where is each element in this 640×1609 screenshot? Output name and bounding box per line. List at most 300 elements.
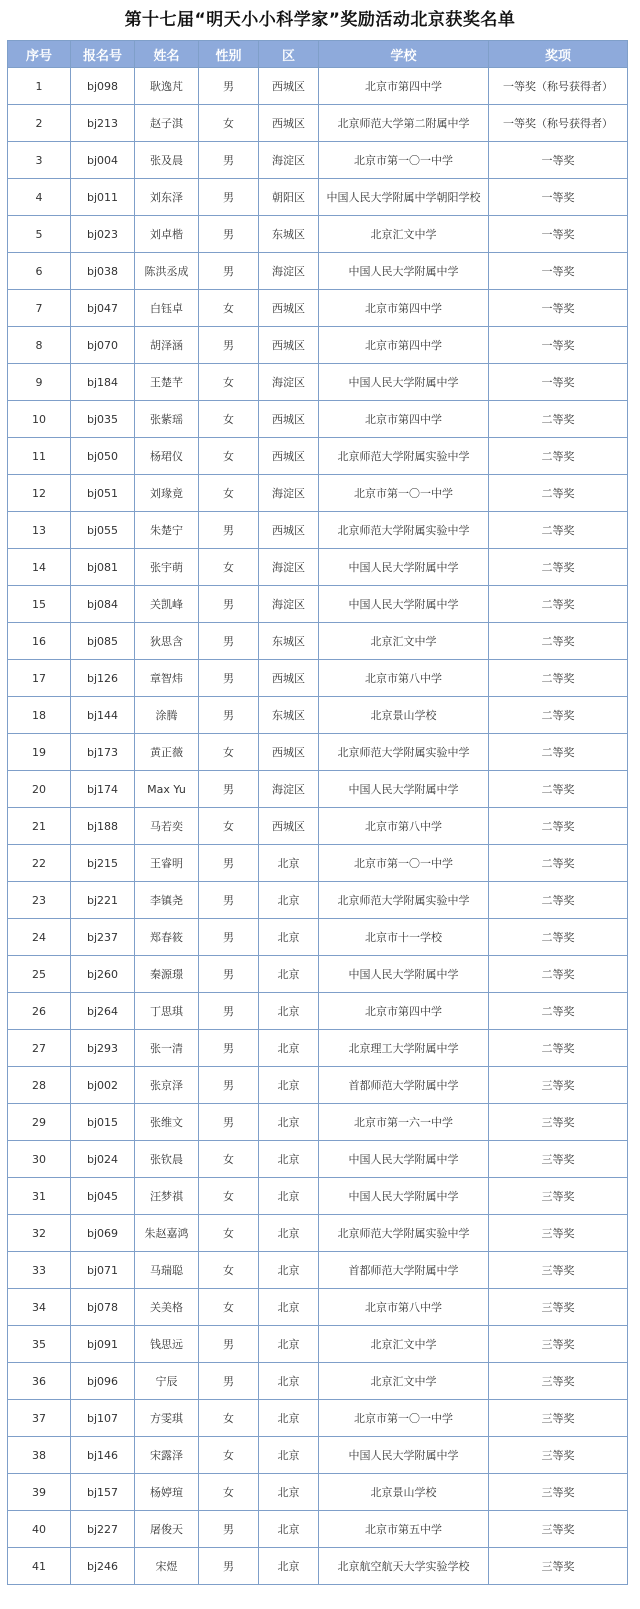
cell-school: 北京师范大学附属实验中学 [319, 512, 489, 549]
table-row [8, 290, 628, 327]
cell-index: 39 [8, 1474, 71, 1511]
cell-district: 海淀区 [259, 364, 319, 401]
cell-school: 北京汇文中学 [319, 1363, 489, 1400]
table-row [8, 438, 628, 475]
header-school: 学校 [319, 41, 489, 68]
cell-registration-no: bj091 [71, 1326, 135, 1363]
header-index: 序号 [8, 41, 71, 68]
cell-registration-no: bj045 [71, 1178, 135, 1215]
cell-award: 一等奖（称号获得者） [489, 68, 628, 105]
cell-district: 西城区 [259, 105, 319, 142]
cell-gender: 男 [199, 882, 259, 919]
cell-index: 38 [8, 1437, 71, 1474]
cell-name: 张紫瑶 [135, 401, 199, 438]
header-district: 区 [259, 41, 319, 68]
cell-registration-no: bj184 [71, 364, 135, 401]
cell-gender: 男 [199, 697, 259, 734]
cell-gender: 男 [199, 1326, 259, 1363]
cell-index: 10 [8, 401, 71, 438]
cell-award: 一等奖 [489, 142, 628, 179]
cell-name: 刘东泽 [135, 179, 199, 216]
cell-registration-no: bj002 [71, 1067, 135, 1104]
cell-index: 2 [8, 105, 71, 142]
cell-award: 二等奖 [489, 808, 628, 845]
cell-gender: 男 [199, 216, 259, 253]
cell-award: 三等奖 [489, 1437, 628, 1474]
cell-name: 张宇萌 [135, 549, 199, 586]
cell-index: 22 [8, 845, 71, 882]
cell-district: 西城区 [259, 734, 319, 771]
cell-gender: 男 [199, 623, 259, 660]
cell-index: 30 [8, 1141, 71, 1178]
cell-name: 方雯琪 [135, 1400, 199, 1437]
cell-gender: 男 [199, 327, 259, 364]
cell-district: 朝阳区 [259, 179, 319, 216]
cell-school: 北京市第四中学 [319, 993, 489, 1030]
cell-name: 黄正薇 [135, 734, 199, 771]
cell-award: 三等奖 [489, 1252, 628, 1289]
cell-school: 北京市第一六一中学 [319, 1104, 489, 1141]
cell-school: 北京市第五中学 [319, 1511, 489, 1548]
cell-gender: 男 [199, 919, 259, 956]
cell-index: 12 [8, 475, 71, 512]
cell-district: 北京 [259, 1474, 319, 1511]
cell-name: 马若奕 [135, 808, 199, 845]
header-registration-no: 报名号 [71, 41, 135, 68]
cell-index: 17 [8, 660, 71, 697]
cell-award: 三等奖 [489, 1104, 628, 1141]
cell-registration-no: bj050 [71, 438, 135, 475]
cell-gender: 男 [199, 771, 259, 808]
cell-district: 北京 [259, 1067, 319, 1104]
cell-school: 北京市第八中学 [319, 1289, 489, 1326]
header-gender: 性别 [199, 41, 259, 68]
table-body [8, 68, 628, 1585]
cell-school: 北京汇文中学 [319, 216, 489, 253]
cell-index: 31 [8, 1178, 71, 1215]
cell-school: 首都师范大学附属中学 [319, 1252, 489, 1289]
cell-district: 西城区 [259, 660, 319, 697]
cell-registration-no: bj078 [71, 1289, 135, 1326]
cell-index: 40 [8, 1511, 71, 1548]
cell-school: 北京汇文中学 [319, 623, 489, 660]
cell-registration-no: bj157 [71, 1474, 135, 1511]
cell-gender: 女 [199, 1400, 259, 1437]
cell-registration-no: bj004 [71, 142, 135, 179]
cell-index: 41 [8, 1548, 71, 1585]
cell-gender: 男 [199, 993, 259, 1030]
cell-registration-no: bj293 [71, 1030, 135, 1067]
cell-award: 三等奖 [489, 1215, 628, 1252]
cell-school: 北京理工大学附属中学 [319, 1030, 489, 1067]
cell-award: 二等奖 [489, 512, 628, 549]
cell-gender: 女 [199, 1178, 259, 1215]
table-row [8, 1215, 628, 1252]
cell-registration-no: bj096 [71, 1363, 135, 1400]
table-row [8, 623, 628, 660]
cell-registration-no: bj144 [71, 697, 135, 734]
cell-school: 北京师范大学附属实验中学 [319, 734, 489, 771]
cell-index: 36 [8, 1363, 71, 1400]
cell-index: 20 [8, 771, 71, 808]
cell-registration-no: bj098 [71, 68, 135, 105]
cell-gender: 男 [199, 512, 259, 549]
cell-district: 北京 [259, 956, 319, 993]
cell-registration-no: bj038 [71, 253, 135, 290]
cell-award: 二等奖 [489, 919, 628, 956]
cell-school: 中国人民大学附属中学 [319, 1141, 489, 1178]
cell-name: 刘卓楷 [135, 216, 199, 253]
cell-name: 朱楚宁 [135, 512, 199, 549]
cell-district: 西城区 [259, 808, 319, 845]
cell-name: 关美格 [135, 1289, 199, 1326]
cell-registration-no: bj084 [71, 586, 135, 623]
cell-name: 钱思远 [135, 1326, 199, 1363]
cell-index: 16 [8, 623, 71, 660]
table-row [8, 993, 628, 1030]
cell-index: 1 [8, 68, 71, 105]
table-row [8, 1474, 628, 1511]
table-row [8, 549, 628, 586]
cell-award: 一等奖 [489, 216, 628, 253]
cell-district: 海淀区 [259, 475, 319, 512]
cell-index: 3 [8, 142, 71, 179]
table-row [8, 401, 628, 438]
cell-school: 中国人民大学附属中学 [319, 956, 489, 993]
cell-index: 4 [8, 179, 71, 216]
cell-gender: 女 [199, 1215, 259, 1252]
cell-registration-no: bj047 [71, 290, 135, 327]
cell-gender: 男 [199, 956, 259, 993]
table-row [8, 179, 628, 216]
cell-district: 北京 [259, 1141, 319, 1178]
cell-name: 朱赵嘉鸿 [135, 1215, 199, 1252]
cell-registration-no: bj188 [71, 808, 135, 845]
cell-index: 8 [8, 327, 71, 364]
cell-district: 北京 [259, 1104, 319, 1141]
table-row [8, 1437, 628, 1474]
cell-award: 二等奖 [489, 586, 628, 623]
cell-index: 34 [8, 1289, 71, 1326]
cell-award: 二等奖 [489, 882, 628, 919]
cell-registration-no: bj107 [71, 1400, 135, 1437]
cell-district: 西城区 [259, 438, 319, 475]
cell-registration-no: bj051 [71, 475, 135, 512]
cell-award: 二等奖 [489, 623, 628, 660]
cell-name: 张京泽 [135, 1067, 199, 1104]
table-row [8, 882, 628, 919]
cell-district: 海淀区 [259, 771, 319, 808]
cell-school: 北京师范大学附属实验中学 [319, 882, 489, 919]
table-row [8, 253, 628, 290]
cell-name: 杨珺仪 [135, 438, 199, 475]
cell-registration-no: bj071 [71, 1252, 135, 1289]
table-row [8, 364, 628, 401]
cell-index: 35 [8, 1326, 71, 1363]
cell-index: 27 [8, 1030, 71, 1067]
cell-index: 32 [8, 1215, 71, 1252]
table-row [8, 475, 628, 512]
cell-district: 北京 [259, 1363, 319, 1400]
cell-gender: 男 [199, 845, 259, 882]
cell-index: 21 [8, 808, 71, 845]
cell-award: 二等奖 [489, 993, 628, 1030]
cell-award: 三等奖 [489, 1141, 628, 1178]
cell-school: 中国人民大学附属中学 [319, 771, 489, 808]
cell-school: 北京市第四中学 [319, 401, 489, 438]
cell-district: 北京 [259, 845, 319, 882]
cell-gender: 女 [199, 364, 259, 401]
cell-school: 北京市第一〇一中学 [319, 1400, 489, 1437]
table-row [8, 586, 628, 623]
cell-district: 北京 [259, 882, 319, 919]
cell-registration-no: bj069 [71, 1215, 135, 1252]
cell-school: 中国人民大学附属中学 [319, 253, 489, 290]
cell-gender: 男 [199, 1363, 259, 1400]
cell-registration-no: bj213 [71, 105, 135, 142]
cell-district: 北京 [259, 1326, 319, 1363]
cell-school: 北京汇文中学 [319, 1326, 489, 1363]
cell-index: 11 [8, 438, 71, 475]
table-row [8, 1511, 628, 1548]
cell-index: 33 [8, 1252, 71, 1289]
cell-school: 中国人民大学附属中学 [319, 549, 489, 586]
cell-school: 北京景山学校 [319, 697, 489, 734]
cell-district: 海淀区 [259, 586, 319, 623]
cell-name: 屠俊天 [135, 1511, 199, 1548]
cell-index: 28 [8, 1067, 71, 1104]
cell-district: 西城区 [259, 290, 319, 327]
cell-district: 西城区 [259, 68, 319, 105]
table-row [8, 1030, 628, 1067]
cell-index: 13 [8, 512, 71, 549]
cell-name: 马瑞聪 [135, 1252, 199, 1289]
cell-district: 东城区 [259, 216, 319, 253]
table-row [8, 734, 628, 771]
cell-name: 宋煜 [135, 1548, 199, 1585]
cell-school: 北京市第一〇一中学 [319, 475, 489, 512]
cell-award: 三等奖 [489, 1548, 628, 1585]
cell-gender: 男 [199, 142, 259, 179]
cell-name: 郑春筱 [135, 919, 199, 956]
cell-award: 二等奖 [489, 771, 628, 808]
cell-district: 北京 [259, 1215, 319, 1252]
cell-registration-no: bj070 [71, 327, 135, 364]
cell-registration-no: bj221 [71, 882, 135, 919]
cell-registration-no: bj264 [71, 993, 135, 1030]
table-row [8, 105, 628, 142]
cell-name: 杨婷瑄 [135, 1474, 199, 1511]
cell-index: 37 [8, 1400, 71, 1437]
cell-gender: 男 [199, 179, 259, 216]
cell-school: 中国人民大学附属中学 [319, 1178, 489, 1215]
table-header-row [8, 41, 628, 68]
table-row [8, 1289, 628, 1326]
cell-school: 北京师范大学附属实验中学 [319, 1215, 489, 1252]
header-name: 姓名 [135, 41, 199, 68]
cell-registration-no: bj246 [71, 1548, 135, 1585]
cell-name: 宁辰 [135, 1363, 199, 1400]
cell-award: 一等奖 [489, 364, 628, 401]
cell-name: 张及晨 [135, 142, 199, 179]
cell-school: 中国人民大学附属中学朝阳学校 [319, 179, 489, 216]
cell-district: 北京 [259, 1252, 319, 1289]
cell-school: 北京师范大学附属实验中学 [319, 438, 489, 475]
cell-registration-no: bj015 [71, 1104, 135, 1141]
cell-district: 海淀区 [259, 142, 319, 179]
cell-award: 三等奖 [489, 1178, 628, 1215]
cell-school: 首都师范大学附属中学 [319, 1067, 489, 1104]
cell-award: 三等奖 [489, 1511, 628, 1548]
cell-gender: 男 [199, 68, 259, 105]
table-row [8, 1141, 628, 1178]
cell-district: 西城区 [259, 512, 319, 549]
cell-name: 张维文 [135, 1104, 199, 1141]
cell-registration-no: bj237 [71, 919, 135, 956]
cell-award: 三等奖 [489, 1289, 628, 1326]
cell-gender: 女 [199, 1474, 259, 1511]
cell-name: 刘瑑竟 [135, 475, 199, 512]
cell-gender: 女 [199, 549, 259, 586]
cell-district: 海淀区 [259, 253, 319, 290]
cell-name: 秦源璟 [135, 956, 199, 993]
cell-name: 陈洪丞成 [135, 253, 199, 290]
cell-index: 15 [8, 586, 71, 623]
cell-award: 三等奖 [489, 1474, 628, 1511]
table-row [8, 845, 628, 882]
page-title: 第十七届“明天小小科学家”奖励活动北京获奖名单 [124, 10, 516, 30]
cell-district: 北京 [259, 1548, 319, 1585]
cell-gender: 男 [199, 1030, 259, 1067]
cell-name: 汪梦祺 [135, 1178, 199, 1215]
cell-award: 三等奖 [489, 1326, 628, 1363]
cell-index: 9 [8, 364, 71, 401]
cell-gender: 女 [199, 290, 259, 327]
cell-name: 白钰卓 [135, 290, 199, 327]
cell-name: 狄思含 [135, 623, 199, 660]
cell-district: 北京 [259, 1178, 319, 1215]
cell-award: 三等奖 [489, 1363, 628, 1400]
cell-index: 24 [8, 919, 71, 956]
table-row [8, 327, 628, 364]
cell-registration-no: bj024 [71, 1141, 135, 1178]
cell-school: 北京市第八中学 [319, 808, 489, 845]
cell-registration-no: bj173 [71, 734, 135, 771]
table-row [8, 1548, 628, 1585]
cell-registration-no: bj146 [71, 1437, 135, 1474]
cell-school: 北京市第四中学 [319, 68, 489, 105]
cell-registration-no: bj174 [71, 771, 135, 808]
cell-district: 北京 [259, 993, 319, 1030]
cell-registration-no: bj035 [71, 401, 135, 438]
cell-index: 23 [8, 882, 71, 919]
cell-registration-no: bj085 [71, 623, 135, 660]
cell-registration-no: bj126 [71, 660, 135, 697]
cell-name: 王楚芊 [135, 364, 199, 401]
cell-gender: 女 [199, 1437, 259, 1474]
cell-name: 宋露泽 [135, 1437, 199, 1474]
cell-name: 张钦晨 [135, 1141, 199, 1178]
table-row [8, 1252, 628, 1289]
cell-award: 三等奖 [489, 1067, 628, 1104]
cell-award: 一等奖 [489, 253, 628, 290]
cell-school: 北京景山学校 [319, 1474, 489, 1511]
cell-award: 一等奖 [489, 327, 628, 364]
cell-award: 二等奖 [489, 660, 628, 697]
cell-gender: 女 [199, 808, 259, 845]
cell-index: 25 [8, 956, 71, 993]
cell-gender: 男 [199, 253, 259, 290]
cell-gender: 女 [199, 734, 259, 771]
table-row [8, 512, 628, 549]
cell-name: 赵子淇 [135, 105, 199, 142]
cell-index: 14 [8, 549, 71, 586]
table-row [8, 1178, 628, 1215]
cell-gender: 女 [199, 438, 259, 475]
awards-table [7, 40, 628, 1585]
cell-award: 二等奖 [489, 401, 628, 438]
cell-registration-no: bj023 [71, 216, 135, 253]
cell-name: 章智炜 [135, 660, 199, 697]
cell-index: 19 [8, 734, 71, 771]
table-row [8, 142, 628, 179]
cell-school: 北京市第一〇一中学 [319, 142, 489, 179]
cell-district: 海淀区 [259, 549, 319, 586]
cell-award: 二等奖 [489, 1030, 628, 1067]
cell-registration-no: bj227 [71, 1511, 135, 1548]
cell-district: 北京 [259, 1030, 319, 1067]
cell-index: 26 [8, 993, 71, 1030]
table-row [8, 1104, 628, 1141]
cell-gender: 女 [199, 1289, 259, 1326]
cell-school: 北京师范大学第二附属中学 [319, 105, 489, 142]
table-row [8, 697, 628, 734]
header-award: 奖项 [489, 41, 628, 68]
cell-name: 李镇尧 [135, 882, 199, 919]
cell-award: 三等奖 [489, 1400, 628, 1437]
cell-district: 东城区 [259, 697, 319, 734]
cell-school: 北京市第八中学 [319, 660, 489, 697]
cell-name: Max Yu [135, 771, 199, 808]
cell-district: 西城区 [259, 401, 319, 438]
cell-gender: 男 [199, 586, 259, 623]
cell-school: 北京市十一学校 [319, 919, 489, 956]
cell-school: 北京市第一〇一中学 [319, 845, 489, 882]
cell-award: 二等奖 [489, 438, 628, 475]
cell-gender: 女 [199, 401, 259, 438]
cell-award: 二等奖 [489, 956, 628, 993]
cell-award: 二等奖 [489, 549, 628, 586]
cell-school: 北京市第四中学 [319, 327, 489, 364]
cell-award: 一等奖 [489, 179, 628, 216]
table-row [8, 68, 628, 105]
cell-registration-no: bj260 [71, 956, 135, 993]
cell-gender: 男 [199, 1104, 259, 1141]
cell-school: 北京航空航天大学实验学校 [319, 1548, 489, 1585]
cell-district: 北京 [259, 1289, 319, 1326]
cell-award: 二等奖 [489, 734, 628, 771]
table-row [8, 1363, 628, 1400]
cell-index: 18 [8, 697, 71, 734]
table-row [8, 660, 628, 697]
cell-district: 北京 [259, 1511, 319, 1548]
cell-district: 西城区 [259, 327, 319, 364]
cell-award: 一等奖（称号获得者） [489, 105, 628, 142]
cell-award: 二等奖 [489, 845, 628, 882]
table-row [8, 1400, 628, 1437]
cell-registration-no: bj215 [71, 845, 135, 882]
cell-index: 29 [8, 1104, 71, 1141]
